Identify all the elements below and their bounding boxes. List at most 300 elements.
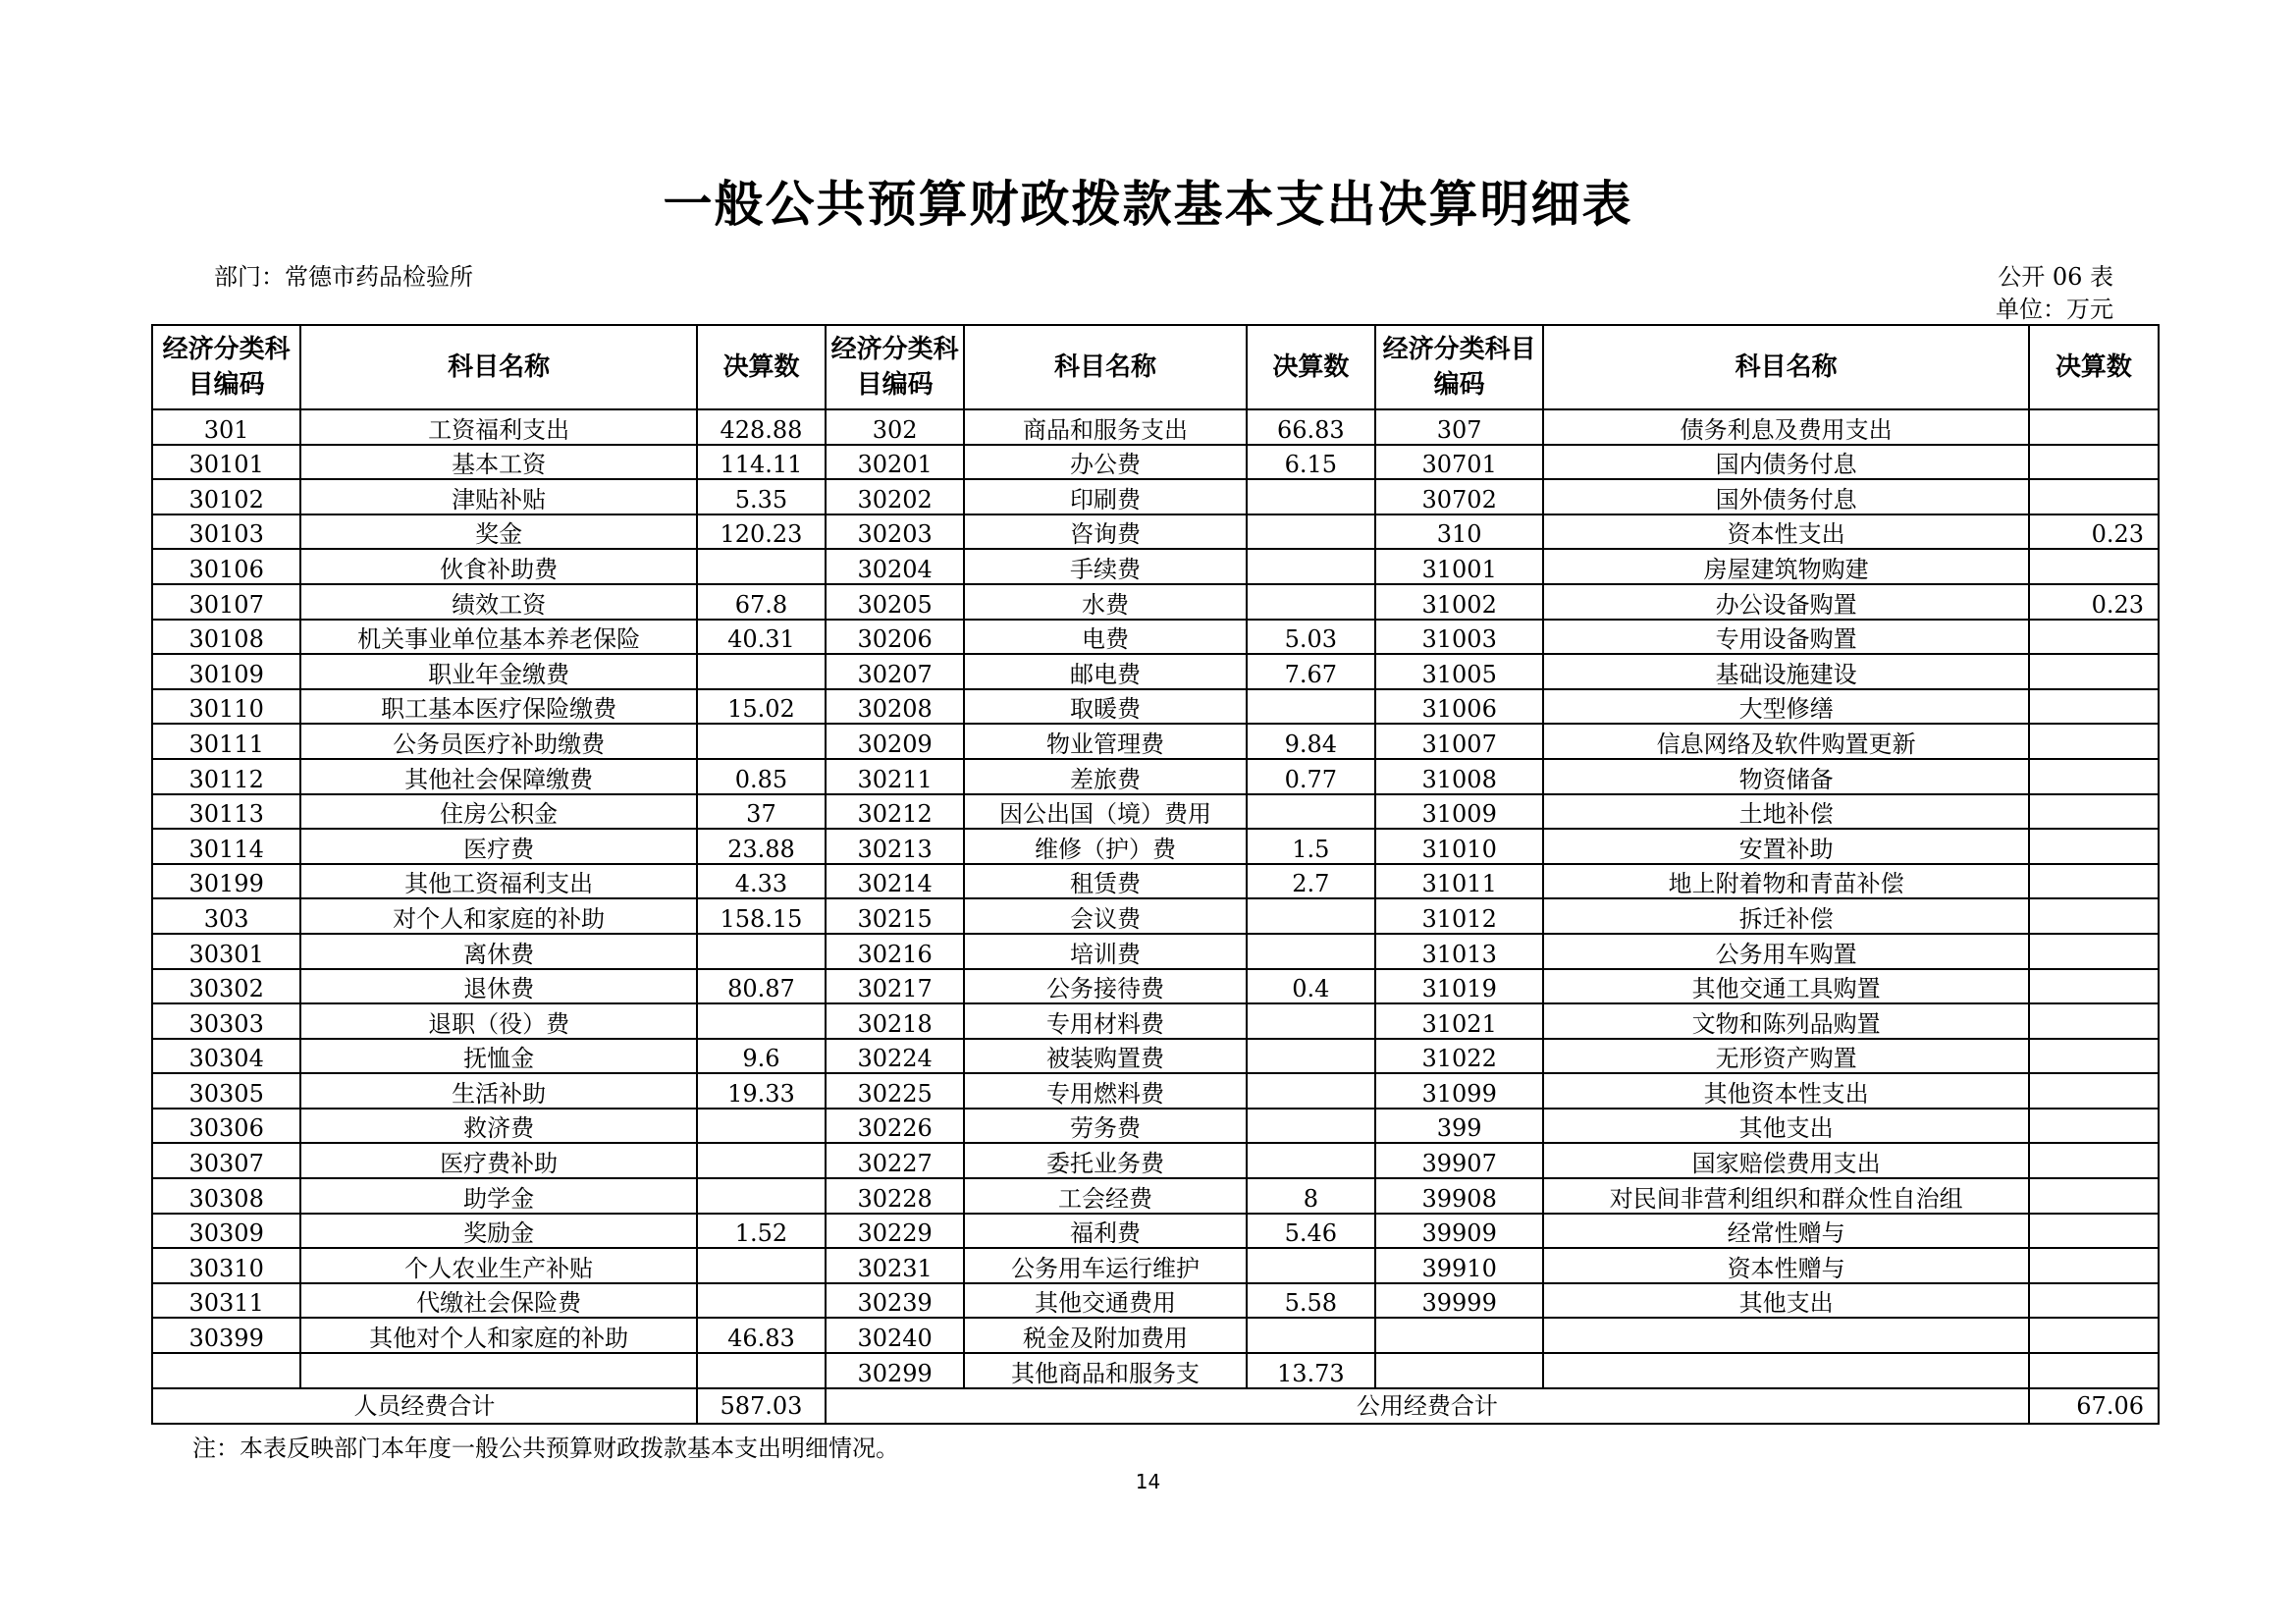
cell-name-1: 代缴社会保险费 — [300, 1283, 697, 1319]
cell-code-1: 30108 — [152, 620, 300, 655]
cell-name-2: 维修（护）费 — [964, 829, 1247, 864]
cell-name-1: 机关事业单位基本养老保险 — [300, 620, 697, 655]
cell-amount-1: 4.33 — [697, 864, 826, 899]
cell-amount-3 — [2029, 549, 2159, 584]
cell-code-2: 30227 — [826, 1143, 964, 1178]
cell-name-3: 土地补偿 — [1543, 794, 2028, 830]
cell-name-3: 文物和陈列品购置 — [1543, 1003, 2028, 1039]
cell-code-3: 307 — [1375, 409, 1544, 445]
cell-amount-1: 23.88 — [697, 829, 826, 864]
cell-amount-3 — [2029, 969, 2159, 1004]
cell-amount-1: 19.33 — [697, 1073, 826, 1109]
cell-amount-1: 1.52 — [697, 1214, 826, 1249]
table-row — [152, 1073, 2159, 1109]
header-name-2: 科目名称 — [964, 325, 1247, 409]
cell-code-2: 30299 — [826, 1353, 964, 1388]
cell-name-1: 津贴补贴 — [300, 479, 697, 514]
header-code-1: 经济分类科目编码 — [152, 325, 300, 409]
cell-amount-1: 428.88 — [697, 409, 826, 445]
cell-code-3: 39910 — [1375, 1248, 1544, 1283]
cell-amount-1: 0.85 — [697, 759, 826, 794]
cell-code-1: 301 — [152, 409, 300, 445]
table-body — [152, 409, 2159, 1388]
cell-name-1: 公务员医疗补助缴费 — [300, 724, 697, 759]
cell-amount-2 — [1247, 1109, 1375, 1144]
cell-name-3: 其他支出 — [1543, 1283, 2028, 1319]
cell-name-3: 物资储备 — [1543, 759, 2028, 794]
cell-amount-2 — [1247, 794, 1375, 830]
cell-name-1: 工资福利支出 — [300, 409, 697, 445]
cell-amount-2 — [1247, 1248, 1375, 1283]
cell-amount-3 — [2029, 724, 2159, 759]
cell-code-3: 31011 — [1375, 864, 1544, 899]
cell-name-1: 抚恤金 — [300, 1039, 697, 1074]
cell-amount-1: 80.87 — [697, 969, 826, 1004]
cell-amount-1: 158.15 — [697, 898, 826, 934]
cell-name-3: 国外债务付息 — [1543, 479, 2028, 514]
cell-name-1: 绩效工资 — [300, 584, 697, 620]
cell-name-3: 国家赔偿费用支出 — [1543, 1143, 2028, 1178]
cell-name-2: 电费 — [964, 620, 1247, 655]
cell-code-3: 31005 — [1375, 654, 1544, 689]
header-code-2: 经济分类科目编码 — [826, 325, 964, 409]
cell-amount-2: 6.15 — [1247, 445, 1375, 480]
cell-amount-2 — [1247, 1003, 1375, 1039]
cell-code-1: 30109 — [152, 654, 300, 689]
cell-amount-1: 15.02 — [697, 689, 826, 725]
cell-amount-2: 5.58 — [1247, 1283, 1375, 1319]
cell-code-3: 31002 — [1375, 584, 1544, 620]
cell-code-2: 30205 — [826, 584, 964, 620]
table-row — [152, 829, 2159, 864]
table-row — [152, 1039, 2159, 1074]
table-row — [152, 584, 2159, 620]
personnel-total-label: 人员经费合计 — [152, 1388, 697, 1424]
cell-code-3: 31022 — [1375, 1039, 1544, 1074]
cell-name-1: 离休费 — [300, 934, 697, 969]
header-amount-3: 决算数 — [2029, 325, 2159, 409]
cell-amount-3: 0.23 — [2029, 514, 2159, 550]
cell-name-2: 培训费 — [964, 934, 1247, 969]
cell-amount-2: 5.03 — [1247, 620, 1375, 655]
cell-amount-1 — [697, 1143, 826, 1178]
cell-code-3: 31019 — [1375, 969, 1544, 1004]
cell-code-2: 30231 — [826, 1248, 964, 1283]
public-total-label: 公用经费合计 — [826, 1388, 2029, 1424]
cell-amount-2 — [1247, 514, 1375, 550]
cell-amount-3 — [2029, 1143, 2159, 1178]
cell-code-1: 30302 — [152, 969, 300, 1004]
cell-amount-1: 114.11 — [697, 445, 826, 480]
cell-name-2: 工会经费 — [964, 1178, 1247, 1214]
header-name-1: 科目名称 — [300, 325, 697, 409]
table-row — [152, 934, 2159, 969]
cell-name-3: 其他资本性支出 — [1543, 1073, 2028, 1109]
cell-code-3: 31012 — [1375, 898, 1544, 934]
cell-name-1: 助学金 — [300, 1178, 697, 1214]
cell-amount-2: 0.77 — [1247, 759, 1375, 794]
cell-name-1: 医疗费 — [300, 829, 697, 864]
cell-code-2: 30201 — [826, 445, 964, 480]
table-row — [152, 1283, 2159, 1319]
cell-name-1: 其他社会保障缴费 — [300, 759, 697, 794]
cell-name-3: 拆迁补偿 — [1543, 898, 2028, 934]
cell-name-2: 租赁费 — [964, 864, 1247, 899]
cell-amount-1 — [697, 1248, 826, 1283]
cell-name-1: 医疗费补助 — [300, 1143, 697, 1178]
cell-code-2: 30226 — [826, 1109, 964, 1144]
cell-name-3: 国内债务付息 — [1543, 445, 2028, 480]
cell-name-3: 信息网络及软件购置更新 — [1543, 724, 2028, 759]
cell-code-3: 31008 — [1375, 759, 1544, 794]
cell-code-2: 30218 — [826, 1003, 964, 1039]
cell-code-3: 39907 — [1375, 1143, 1544, 1178]
cell-code-2: 30225 — [826, 1073, 964, 1109]
cell-name-2: 其他交通费用 — [964, 1283, 1247, 1319]
cell-amount-2: 1.5 — [1247, 829, 1375, 864]
cell-name-1: 奖励金 — [300, 1214, 697, 1249]
cell-code-1: 30303 — [152, 1003, 300, 1039]
cell-amount-1 — [697, 1109, 826, 1144]
cell-code-3: 31003 — [1375, 620, 1544, 655]
cell-name-2: 商品和服务支出 — [964, 409, 1247, 445]
public-total-value: 67.06 — [2029, 1388, 2159, 1424]
expenditure-table — [151, 324, 2160, 1425]
cell-name-3: 债务利息及费用支出 — [1543, 409, 2028, 445]
cell-code-1: 303 — [152, 898, 300, 934]
cell-amount-3 — [2029, 409, 2159, 445]
cell-amount-1 — [697, 1178, 826, 1214]
table-note: 注：本表反映部门本年度一般公共预算财政拨款基本支出明细情况。 — [192, 1435, 899, 1462]
cell-amount-3 — [2029, 689, 2159, 725]
table-row — [152, 1109, 2159, 1144]
cell-name-1: 其他对个人和家庭的补助 — [300, 1318, 697, 1353]
cell-code-2: 30240 — [826, 1318, 964, 1353]
cell-code-3: 39999 — [1375, 1283, 1544, 1319]
cell-amount-2: 7.67 — [1247, 654, 1375, 689]
cell-amount-3 — [2029, 1178, 2159, 1214]
cell-amount-2: 2.7 — [1247, 864, 1375, 899]
cell-amount-2: 9.84 — [1247, 724, 1375, 759]
cell-code-1: 30199 — [152, 864, 300, 899]
cell-name-3: 安置补助 — [1543, 829, 2028, 864]
cell-code-3: 310 — [1375, 514, 1544, 550]
page-number: 14 — [1135, 1470, 1161, 1493]
cell-code-2: 30217 — [826, 969, 964, 1004]
cell-name-2: 会议费 — [964, 898, 1247, 934]
cell-amount-3 — [2029, 479, 2159, 514]
cell-code-1: 30113 — [152, 794, 300, 830]
cell-amount-1 — [697, 934, 826, 969]
cell-amount-1: 40.31 — [697, 620, 826, 655]
personnel-total-value: 587.03 — [697, 1388, 826, 1424]
cell-amount-3 — [2029, 794, 2159, 830]
table-row — [152, 1003, 2159, 1039]
cell-name-2: 印刷费 — [964, 479, 1247, 514]
cell-amount-1: 46.83 — [697, 1318, 826, 1353]
table-row — [152, 864, 2159, 899]
cell-name-2: 其他商品和服务支 — [964, 1353, 1247, 1388]
cell-amount-2 — [1247, 689, 1375, 725]
cell-code-3: 31099 — [1375, 1073, 1544, 1109]
cell-name-2: 劳务费 — [964, 1109, 1247, 1144]
header-amount-2: 决算数 — [1247, 325, 1375, 409]
table-row — [152, 1178, 2159, 1214]
cell-code-1: 30305 — [152, 1073, 300, 1109]
table-row — [152, 1214, 2159, 1249]
table-row — [152, 898, 2159, 934]
cell-name-2: 专用燃料费 — [964, 1073, 1247, 1109]
cell-code-2: 30224 — [826, 1039, 964, 1074]
cell-name-1: 伙食补助费 — [300, 549, 697, 584]
cell-name-1: 救济费 — [300, 1109, 697, 1144]
cell-code-2: 30211 — [826, 759, 964, 794]
table-row — [152, 479, 2159, 514]
cell-name-2: 差旅费 — [964, 759, 1247, 794]
header-name-3: 科目名称 — [1543, 325, 2028, 409]
cell-name-3: 资本性赠与 — [1543, 1248, 2028, 1283]
cell-name-2: 福利费 — [964, 1214, 1247, 1249]
cell-code-1: 30311 — [152, 1283, 300, 1319]
cell-code-2: 30216 — [826, 934, 964, 969]
cell-amount-2 — [1247, 898, 1375, 934]
cell-name-3: 大型修缮 — [1543, 689, 2028, 725]
table-row — [152, 1248, 2159, 1283]
table-row — [152, 409, 2159, 445]
cell-amount-2: 13.73 — [1247, 1353, 1375, 1388]
table-row — [152, 969, 2159, 1004]
cell-amount-1: 120.23 — [697, 514, 826, 550]
cell-name-3: 资本性支出 — [1543, 514, 2028, 550]
cell-name-2: 被装购置费 — [964, 1039, 1247, 1074]
cell-name-3: 公务用车购置 — [1543, 934, 2028, 969]
table-row — [152, 794, 2159, 830]
cell-amount-2: 66.83 — [1247, 409, 1375, 445]
cell-name-1: 退休费 — [300, 969, 697, 1004]
table-row — [152, 759, 2159, 794]
cell-code-1: 30111 — [152, 724, 300, 759]
table-row — [152, 724, 2159, 759]
cell-name-3 — [1543, 1318, 2028, 1353]
cell-code-1: 30112 — [152, 759, 300, 794]
cell-code-1: 30304 — [152, 1039, 300, 1074]
cell-name-2: 专用材料费 — [964, 1003, 1247, 1039]
cell-name-3: 房屋建筑物购建 — [1543, 549, 2028, 584]
cell-code-3: 31007 — [1375, 724, 1544, 759]
cell-amount-3 — [2029, 445, 2159, 480]
cell-amount-3 — [2029, 934, 2159, 969]
cell-code-3: 30702 — [1375, 479, 1544, 514]
cell-amount-1 — [697, 1283, 826, 1319]
cell-amount-2: 5.46 — [1247, 1214, 1375, 1249]
cell-name-3: 经常性赠与 — [1543, 1214, 2028, 1249]
cell-amount-1: 5.35 — [697, 479, 826, 514]
cell-amount-1: 37 — [697, 794, 826, 830]
cell-name-3: 基础设施建设 — [1543, 654, 2028, 689]
cell-name-2: 公务接待费 — [964, 969, 1247, 1004]
table-row — [152, 689, 2159, 725]
cell-name-1: 生活补助 — [300, 1073, 697, 1109]
cell-code-1: 30308 — [152, 1178, 300, 1214]
cell-code-2: 302 — [826, 409, 964, 445]
cell-code-3: 31001 — [1375, 549, 1544, 584]
cell-code-2: 30207 — [826, 654, 964, 689]
cell-code-3: 399 — [1375, 1109, 1544, 1144]
page-title: 一般公共预算财政拨款基本支出决算明细表 — [663, 176, 1633, 233]
cell-amount-2 — [1247, 1318, 1375, 1353]
cell-code-3: 31006 — [1375, 689, 1544, 725]
cell-name-3: 专用设备购置 — [1543, 620, 2028, 655]
cell-code-2: 30206 — [826, 620, 964, 655]
cell-code-3 — [1375, 1353, 1544, 1388]
cell-name-3: 无形资产购置 — [1543, 1039, 2028, 1074]
cell-name-1: 其他工资福利支出 — [300, 864, 697, 899]
cell-amount-3 — [2029, 1283, 2159, 1319]
cell-name-2: 因公出国（境）费用 — [964, 794, 1247, 830]
cell-code-3: 39909 — [1375, 1214, 1544, 1249]
table-row — [152, 1353, 2159, 1388]
cell-amount-1: 9.6 — [697, 1039, 826, 1074]
cell-name-2: 委托业务费 — [964, 1143, 1247, 1178]
cell-name-2: 税金及附加费用 — [964, 1318, 1247, 1353]
cell-name-1: 对个人和家庭的补助 — [300, 898, 697, 934]
cell-amount-3 — [2029, 1248, 2159, 1283]
cell-amount-1 — [697, 1353, 826, 1388]
cell-name-2: 手续费 — [964, 549, 1247, 584]
cell-name-1: 基本工资 — [300, 445, 697, 480]
cell-code-2: 30208 — [826, 689, 964, 725]
cell-name-1 — [300, 1353, 697, 1388]
cell-code-2: 30213 — [826, 829, 964, 864]
cell-name-3: 地上附着物和青苗补偿 — [1543, 864, 2028, 899]
cell-code-2: 30239 — [826, 1283, 964, 1319]
cell-name-1: 个人农业生产补贴 — [300, 1248, 697, 1283]
table-row — [152, 654, 2159, 689]
cell-amount-3 — [2029, 1353, 2159, 1388]
cell-amount-3 — [2029, 1073, 2159, 1109]
cell-code-1: 30307 — [152, 1143, 300, 1178]
cell-code-1: 30107 — [152, 584, 300, 620]
cell-name-3 — [1543, 1353, 2028, 1388]
cell-name-3: 其他支出 — [1543, 1109, 2028, 1144]
header-code-3: 经济分类科目编码 — [1375, 325, 1544, 409]
cell-name-2: 邮电费 — [964, 654, 1247, 689]
cell-code-1: 30114 — [152, 829, 300, 864]
cell-amount-3 — [2029, 829, 2159, 864]
cell-code-3: 30701 — [1375, 445, 1544, 480]
cell-code-2: 30214 — [826, 864, 964, 899]
table-row — [152, 1318, 2159, 1353]
cell-amount-1: 67.8 — [697, 584, 826, 620]
form-number: 公开 06 表 — [1998, 263, 2113, 291]
cell-amount-3 — [2029, 1318, 2159, 1353]
cell-code-1: 30301 — [152, 934, 300, 969]
cell-code-3: 31010 — [1375, 829, 1544, 864]
cell-amount-2 — [1247, 934, 1375, 969]
cell-name-3: 对民间非营利组织和群众性自治组 — [1543, 1178, 2028, 1214]
cell-code-1: 30399 — [152, 1318, 300, 1353]
cell-amount-1 — [697, 549, 826, 584]
cell-name-1: 退职（役）费 — [300, 1003, 697, 1039]
header-amount-1: 决算数 — [697, 325, 826, 409]
unit-label: 单位：万元 — [1996, 296, 2113, 323]
totals-row — [152, 1388, 2159, 1424]
table-row — [152, 445, 2159, 480]
cell-amount-3: 0.23 — [2029, 584, 2159, 620]
cell-amount-2: 8 — [1247, 1178, 1375, 1214]
cell-amount-3 — [2029, 1039, 2159, 1074]
cell-code-2: 30209 — [826, 724, 964, 759]
cell-amount-2 — [1247, 1143, 1375, 1178]
department-label: 部门：常德市药品检验所 — [214, 263, 473, 291]
cell-amount-1 — [697, 1003, 826, 1039]
cell-amount-3 — [2029, 654, 2159, 689]
table-row — [152, 1143, 2159, 1178]
cell-code-3: 39908 — [1375, 1178, 1544, 1214]
table-header-row — [152, 325, 2159, 409]
cell-name-3: 其他交通工具购置 — [1543, 969, 2028, 1004]
cell-code-1: 30309 — [152, 1214, 300, 1249]
cell-amount-3 — [2029, 759, 2159, 794]
cell-amount-3 — [2029, 1214, 2159, 1249]
cell-code-2: 30228 — [826, 1178, 964, 1214]
cell-amount-3 — [2029, 898, 2159, 934]
cell-name-2: 水费 — [964, 584, 1247, 620]
cell-name-1: 奖金 — [300, 514, 697, 550]
cell-amount-2 — [1247, 549, 1375, 584]
cell-code-3: 31021 — [1375, 1003, 1544, 1039]
cell-code-1: 30310 — [152, 1248, 300, 1283]
cell-code-2: 30212 — [826, 794, 964, 830]
cell-code-3: 31013 — [1375, 934, 1544, 969]
cell-amount-3 — [2029, 1003, 2159, 1039]
cell-name-2: 取暖费 — [964, 689, 1247, 725]
cell-name-2: 咨询费 — [964, 514, 1247, 550]
cell-name-2: 公务用车运行维护 — [964, 1248, 1247, 1283]
cell-amount-2: 0.4 — [1247, 969, 1375, 1004]
cell-code-1 — [152, 1353, 300, 1388]
table-row — [152, 514, 2159, 550]
table-row — [152, 620, 2159, 655]
cell-code-1: 30102 — [152, 479, 300, 514]
cell-code-2: 30203 — [826, 514, 964, 550]
cell-name-1: 住房公积金 — [300, 794, 697, 830]
cell-amount-3 — [2029, 1109, 2159, 1144]
cell-code-2: 30215 — [826, 898, 964, 934]
cell-code-3: 31009 — [1375, 794, 1544, 830]
cell-amount-2 — [1247, 1073, 1375, 1109]
cell-code-2: 30229 — [826, 1214, 964, 1249]
cell-amount-1 — [697, 724, 826, 759]
cell-code-1: 30101 — [152, 445, 300, 480]
cell-amount-3 — [2029, 864, 2159, 899]
cell-code-1: 30306 — [152, 1109, 300, 1144]
cell-amount-3 — [2029, 620, 2159, 655]
cell-name-1: 职业年金缴费 — [300, 654, 697, 689]
cell-code-1: 30106 — [152, 549, 300, 584]
cell-amount-2 — [1247, 1039, 1375, 1074]
cell-code-2: 30202 — [826, 479, 964, 514]
cell-name-2: 物业管理费 — [964, 724, 1247, 759]
cell-name-2: 办公费 — [964, 445, 1247, 480]
table-row — [152, 549, 2159, 584]
cell-amount-1 — [697, 654, 826, 689]
cell-amount-2 — [1247, 479, 1375, 514]
cell-name-1: 职工基本医疗保险缴费 — [300, 689, 697, 725]
cell-code-1: 30103 — [152, 514, 300, 550]
cell-amount-2 — [1247, 584, 1375, 620]
cell-name-3: 办公设备购置 — [1543, 584, 2028, 620]
